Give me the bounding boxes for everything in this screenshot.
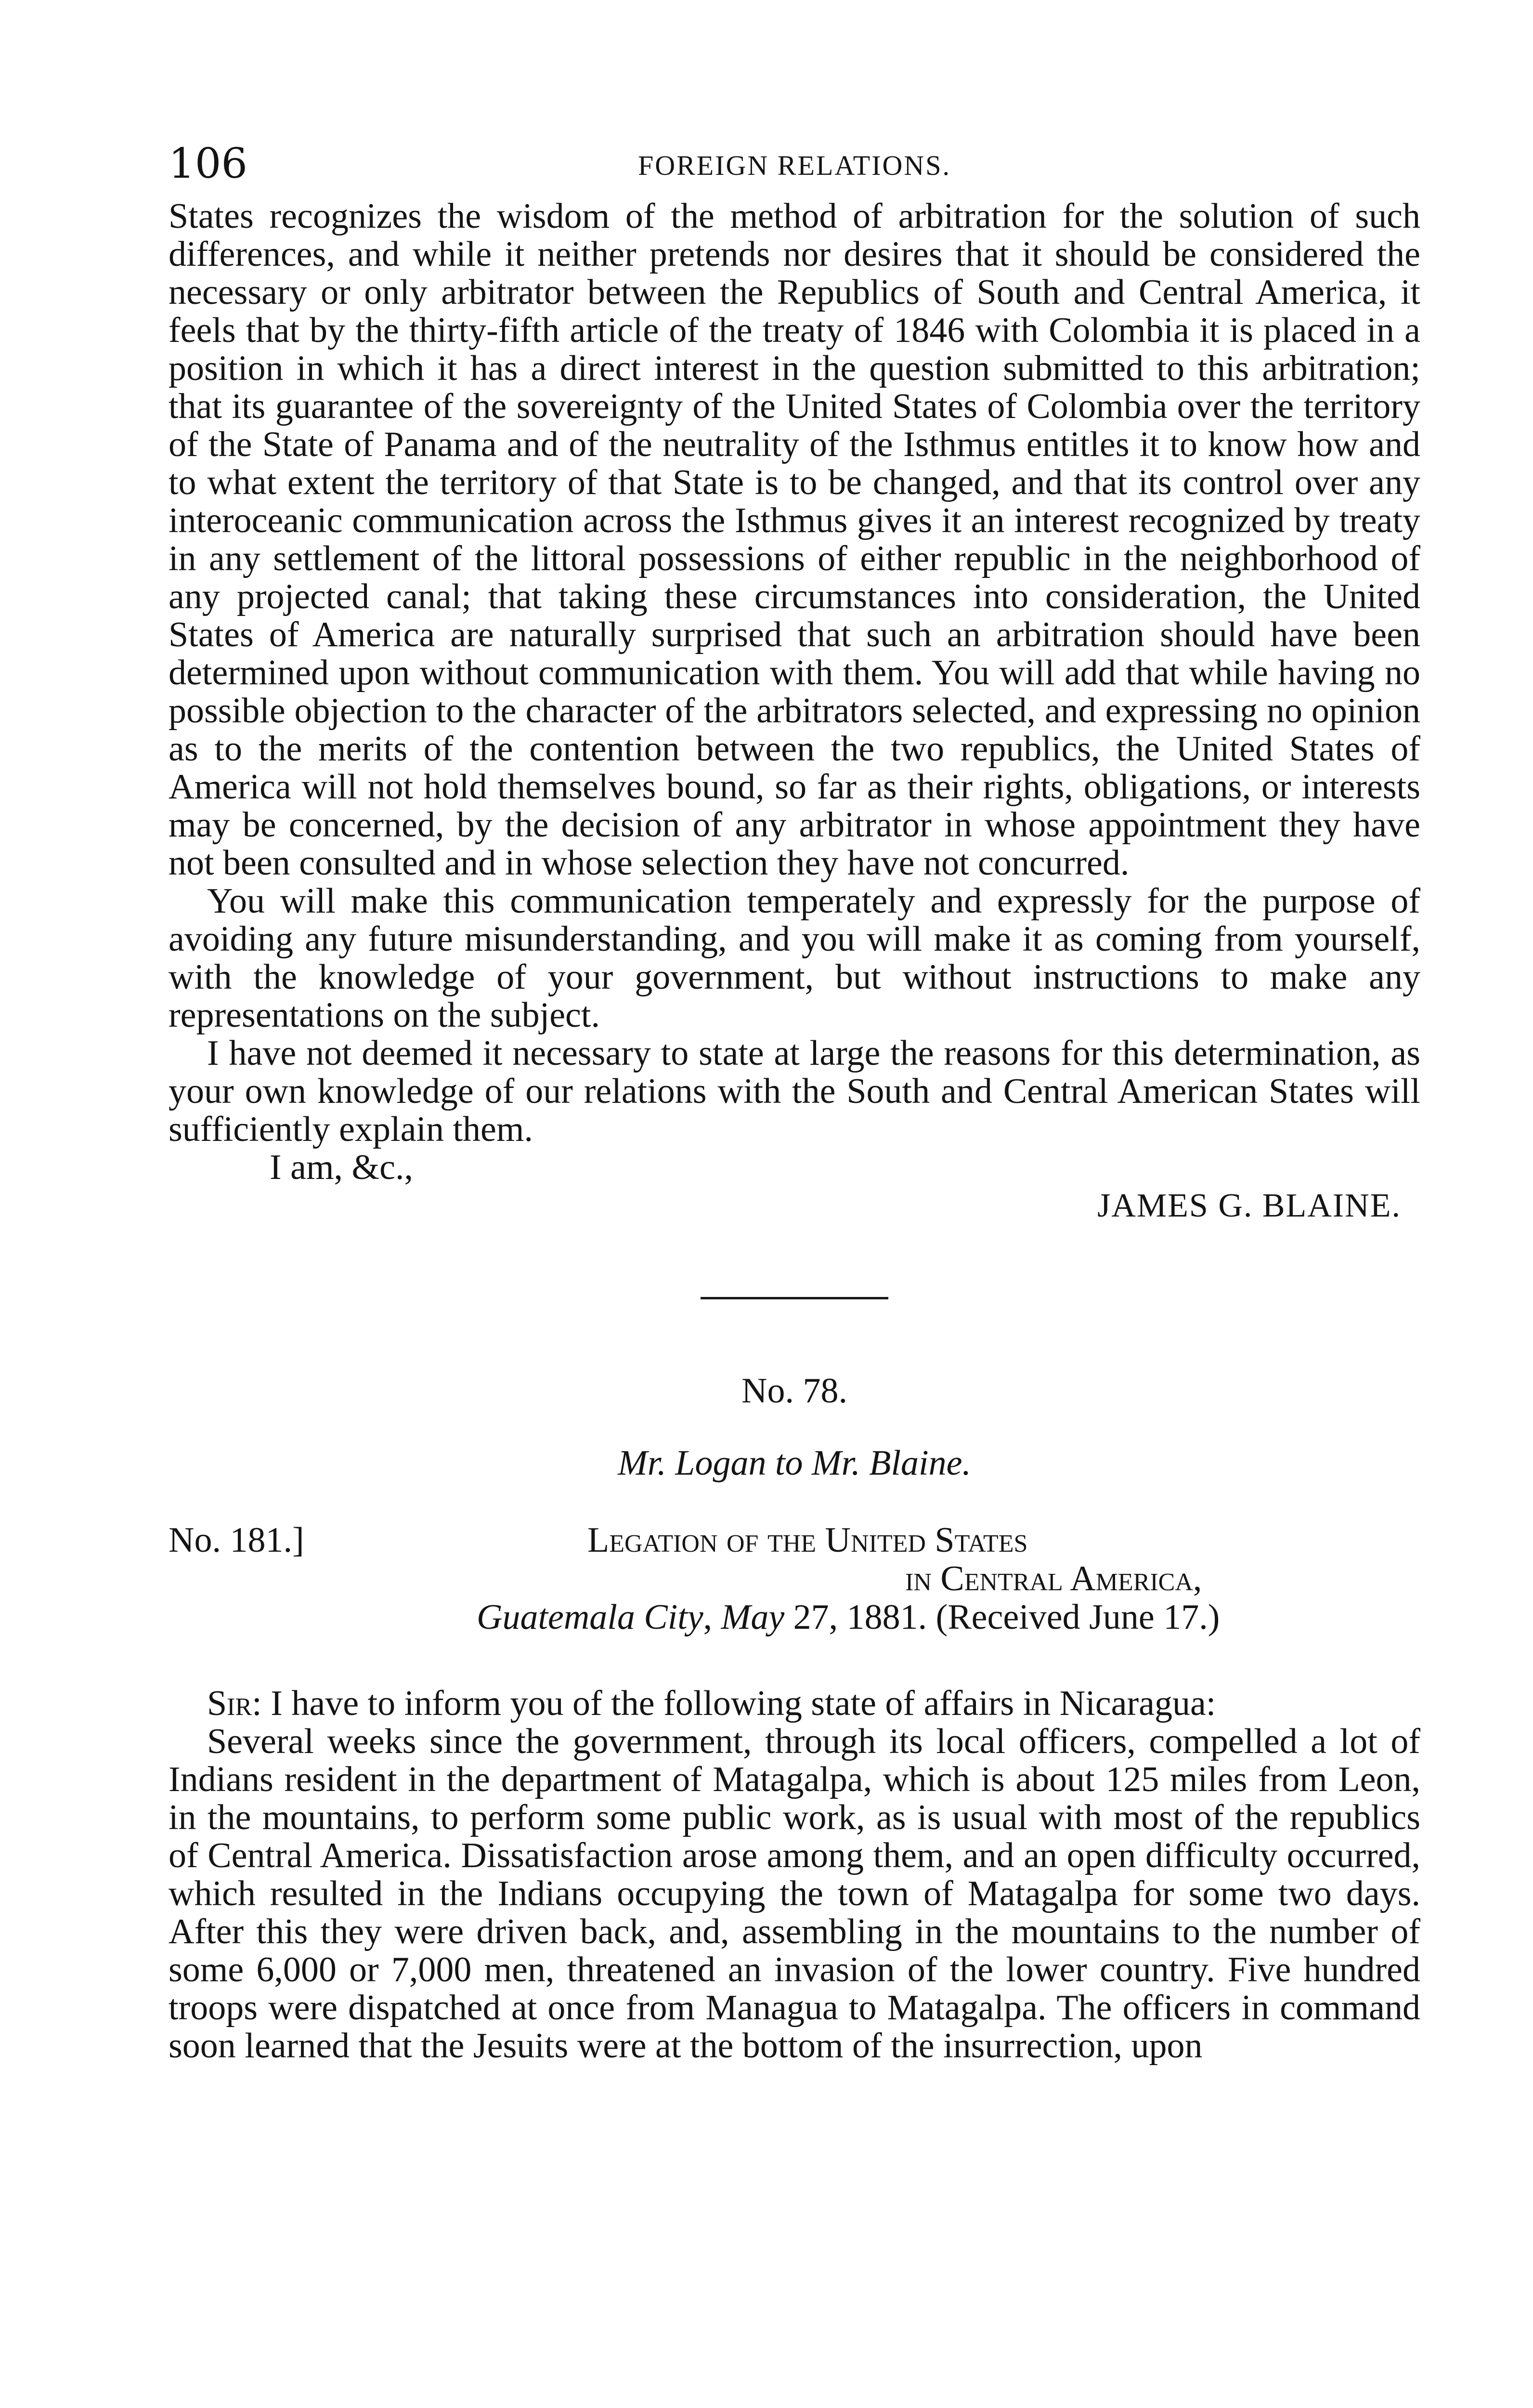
letter-paragraph: Several weeks since the government, through its local officers, compelled a lot of Indians resident in the department of Matagalpa, which is about 125 miles from Leon, in the mountains, to perform some public work, as is usual with most of the republics of Central America. Dissatisfaction arose among them, and an open difficulty occurred, which resulted in the Indians occupying the town of Matagalpa for some two days. After this they were driven back, and, assembling in the mountains to the number of some 6,000 or 7,000 men, threatened an invasion of the lower country. Five hundred troops were dispatched at once from Managua to Matagalpa. The officers in command soon learned that the Jesuits were at the bottom of the insurrection, upon — [169, 1722, 1420, 2066]
dispatch-heading — [169, 1521, 1420, 1680]
letter-signature: JAMES G. BLAINE. — [1097, 1187, 1401, 1224]
document-number: No. 78. — [741, 1371, 847, 1411]
letter-paragraph: You will make this communication temperately and expressly for the purpose of avoiding any future misunderstanding, and you will make it as coming from yourself, with the knowledge of your government, but without instructions to make any representations on the subject. — [169, 881, 1420, 1035]
legation-line-2: in Central America, — [905, 1559, 1202, 1598]
page-header — [169, 140, 1420, 197]
dateline-comma: , — [703, 1597, 721, 1637]
letter-paragraph — [169, 1685, 1420, 1723]
letter-closing: I am, &c., — [270, 1148, 413, 1187]
letter-paragraph: I have not deemed it necessary to state at large the reasons for this determination, as your own knowledge of our relations with the South and Central American States will sufficiently explain them. — [169, 1034, 1420, 1149]
dateline-place: Guatemala City — [477, 1597, 703, 1637]
letter-paragraph: States recognizes the wisdom of the method of arbitration for the solution of such differences, and while it neither pretends nor desires that it should be considered the necessary or only arbitrator between the Republics of South and Central America, it feels that by the thirty-fifth article of the treaty of 1846 with Colombia it is placed in a position in which it has a direct interest in the question submitted to this arbitration; that its guarantee of the sovereignty of the United States of Colombia over the territory of the State of Panama and of the neutrality of the Isthmus entitles it to know how and to what extent the territory of that State is to be changed, and that its control over any interoceanic communication across the Isthmus gives it an interest recognized by treaty in any settlement of the littoral possessions of either republic in the neighborhood of any projected canal; that taking these circumstances into consideration, the United States of America are naturally surprised that such an arbitration should have been determined upon without communication with them. You will add that while having no possible objection to the character of the arbitrators selected, and expressing no opinion as to the merits of the contention between the two republics, the United States of America will not hold themselves bound, so far as their rights, obligations, or interests may be concerned, by the decision of any arbitrator in whose appointment they have not been consulted and in whose selection they have not concurred. — [169, 196, 1420, 883]
salutation-text: : I have to inform you of the following state of affairs in Nicaragua: — [252, 1684, 1216, 1723]
dateline — [477, 1598, 1220, 1636]
page-number: 106 — [169, 140, 248, 188]
salutation: Sir — [207, 1684, 252, 1723]
running-head: FOREIGN RELATIONS. — [637, 150, 951, 181]
document-78 — [169, 1372, 1420, 2065]
legation-line-1: Legation of the United States — [587, 1520, 1028, 1560]
document-title: Mr. Logan to Mr. Blaine. — [618, 1443, 971, 1483]
dispatch-number: No. 181.] — [169, 1520, 304, 1560]
document-page — [169, 140, 1420, 2065]
letter-blaine — [169, 197, 1420, 1225]
dateline-rest: 27, 1881. (Received June 17.) — [784, 1597, 1220, 1637]
section-divider — [701, 1297, 888, 1299]
letter-logan — [169, 1685, 1420, 2065]
dateline-date: May — [721, 1597, 785, 1637]
